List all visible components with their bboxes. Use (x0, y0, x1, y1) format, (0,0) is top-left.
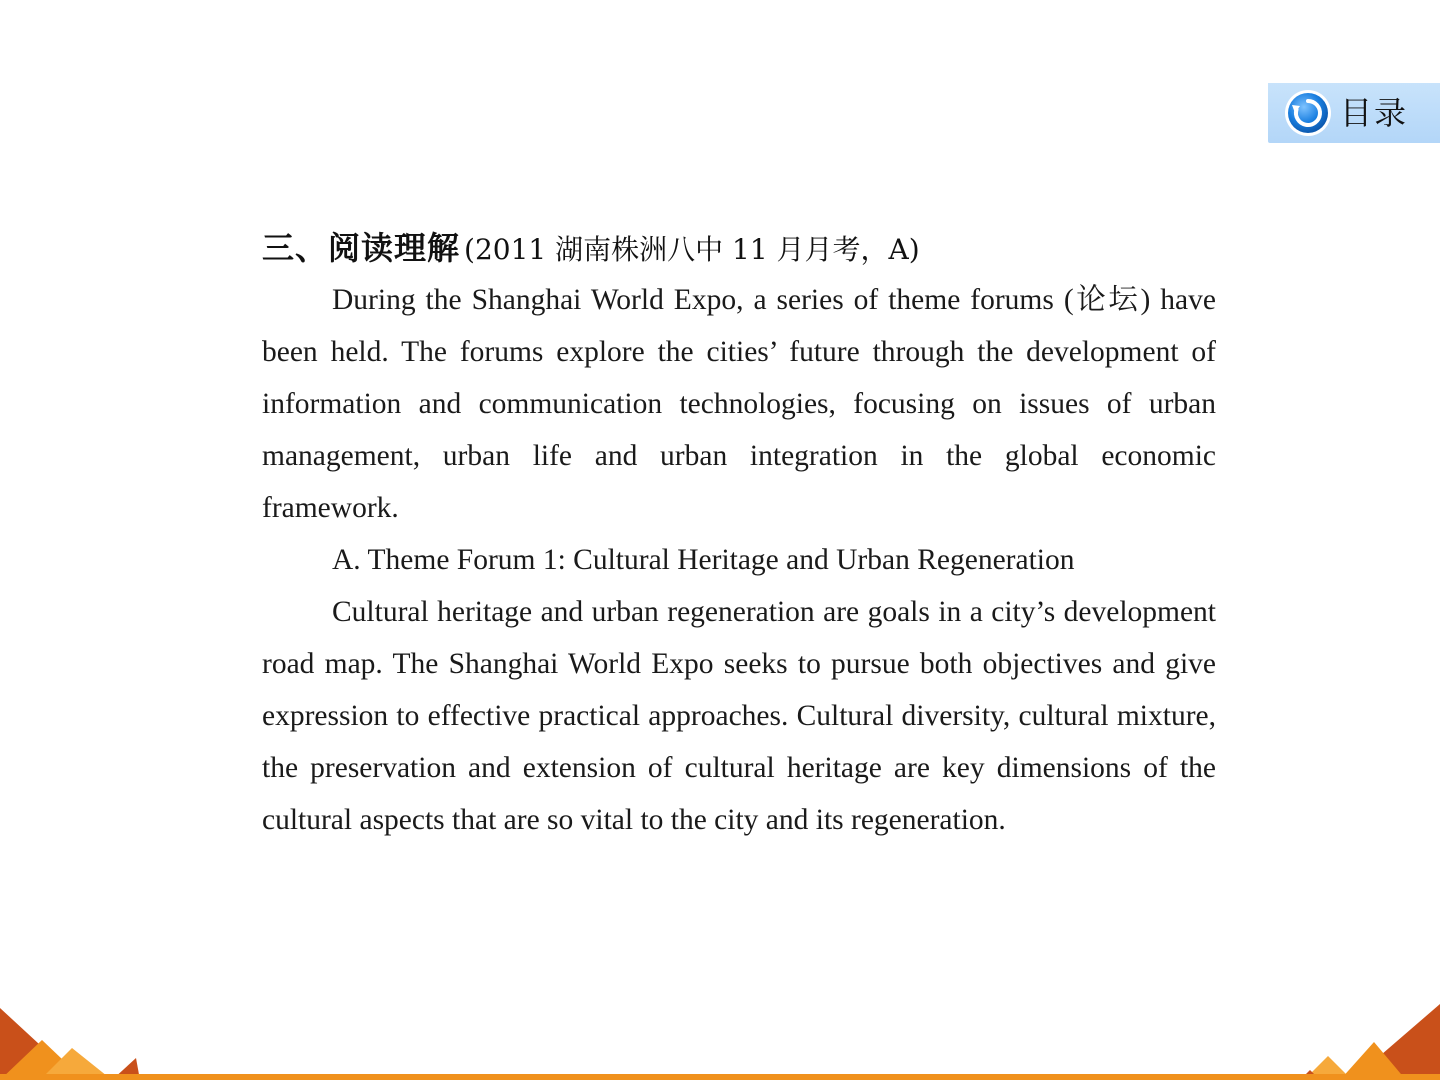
toc-button[interactable] (1268, 83, 1440, 143)
section-heading (262, 222, 1216, 274)
forum-body-paragraph: Cultural heritage and urban regeneration are goals in a city’s development road map. The Shanghai World Expo seeks to pursue both objectives and give expression to effective practical approaches. Cultural diversity, cultural mixture, the preservation and extension of cultural heritage are key dimensions of the cultural aspects that are so vital to the city and its regeneration. (262, 596, 1216, 836)
toc-label: 目录 (1340, 94, 1409, 132)
corner-decoration-right (1290, 1000, 1440, 1080)
section-title: 三、阅读理解 (262, 229, 461, 267)
reading-section (262, 222, 1216, 846)
refresh-circle-icon (1284, 89, 1332, 137)
section-source: (2011 湖南株洲八中 11 月月考，A) (464, 233, 920, 266)
intro-paragraph: During the Shanghai World Expo, a series of theme forums (论坛) have been held. The forums explore the cities’ future through the development of information and communication technologies, focusing on issues of urban management, urban life and urban integration in the global economic framework. (262, 284, 1216, 524)
corner-decoration-left (0, 1000, 160, 1080)
bottom-border (0, 1074, 1440, 1080)
forum-heading: A. Theme Forum 1: Cultural Heritage and Urban Regeneration (332, 544, 1075, 576)
